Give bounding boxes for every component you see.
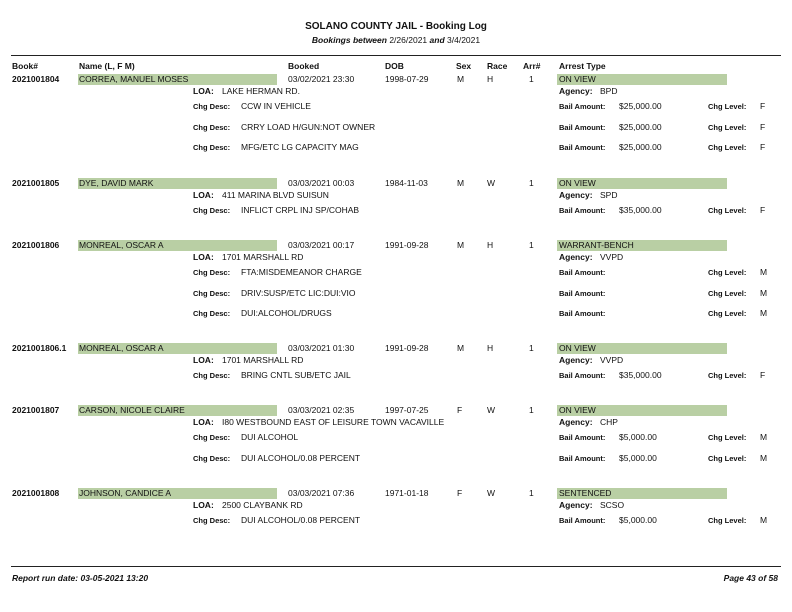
bail-amount: $35,000.00 — [619, 370, 662, 380]
booking-number: 2021001805 — [12, 178, 60, 188]
charge-level-label: Chg Level: — [708, 143, 747, 152]
bail-amount: $5,000.00 — [619, 432, 657, 442]
col-booked: Booked — [288, 61, 320, 71]
race: W — [487, 488, 496, 498]
report-subtitle — [0, 35, 792, 45]
date-of-birth: 1997-07-25 — [385, 405, 429, 415]
sex: F — [457, 488, 463, 498]
charge-level: M — [760, 288, 768, 298]
bail-amount-label: Bail Amount: — [559, 371, 606, 380]
loa-label: LOA: — [193, 355, 214, 365]
charge-desc-label: Chg Desc: — [193, 206, 231, 215]
agency-label: Agency: — [559, 190, 593, 200]
inmate-name: DYE, DAVID MARK — [78, 178, 277, 189]
bail-amount-label: Bail Amount: — [559, 102, 606, 111]
col-book: Book# — [12, 61, 38, 71]
charge-level-label: Chg Level: — [708, 371, 747, 380]
charge-level: M — [760, 432, 768, 442]
charge-desc-label: Chg Desc: — [193, 102, 231, 111]
subtitle-and: and — [429, 35, 445, 45]
arrest-number: 1 — [529, 488, 534, 498]
charge-level: M — [760, 267, 768, 277]
inmate-name: MONREAL, OSCAR A — [78, 343, 277, 354]
charge-level: F — [760, 122, 766, 132]
loa-label: LOA: — [193, 417, 214, 427]
charge-level-label: Chg Level: — [708, 309, 747, 318]
charge-description: FTA:MISDEMEANOR CHARGE — [241, 267, 362, 277]
sex: M — [457, 74, 465, 84]
race: H — [487, 74, 494, 84]
col-sex: Sex — [456, 61, 472, 71]
charge-desc-label: Chg Desc: — [193, 371, 231, 380]
location-of-arrest: 1701 MARSHALL RD — [222, 252, 304, 262]
sex: M — [457, 178, 465, 188]
col-name: Name (L, F M) — [79, 61, 135, 71]
sex: F — [457, 405, 463, 415]
arrest-number: 1 — [529, 240, 534, 250]
inmate-name: MONREAL, OSCAR A — [78, 240, 277, 251]
loa-label: LOA: — [193, 252, 214, 262]
race: H — [487, 240, 494, 250]
sex: M — [457, 240, 465, 250]
loa-label: LOA: — [193, 190, 214, 200]
bail-amount-label: Bail Amount: — [559, 268, 606, 277]
charge-level-label: Chg Level: — [708, 433, 747, 442]
bail-amount-label: Bail Amount: — [559, 143, 606, 152]
charge-level: F — [760, 142, 766, 152]
bail-amount: $35,000.00 — [619, 205, 662, 215]
charge-description: DRIV:SUSP/ETC LIC:DUI:VIO — [241, 288, 356, 298]
charge-desc-label: Chg Desc: — [193, 268, 231, 277]
date-of-birth: 1991-09-28 — [385, 343, 429, 353]
charge-level-label: Chg Level: — [708, 516, 747, 525]
race: H — [487, 343, 494, 353]
inmate-name: CARSON, NICOLE CLAIRE — [78, 405, 277, 416]
report-title: SOLANO COUNTY JAIL - Booking Log — [305, 21, 487, 32]
arrest-type: ON VIEW — [557, 178, 727, 189]
charge-level-label: Chg Level: — [708, 454, 747, 463]
charge-level: M — [760, 308, 768, 318]
charge-desc-label: Chg Desc: — [193, 454, 231, 463]
footer-rule — [11, 566, 781, 567]
arrest-type: WARRANT-BENCH — [557, 240, 727, 251]
charge-level: F — [760, 101, 766, 111]
loa-label: LOA: — [193, 500, 214, 510]
booked-datetime: 03/03/2021 02:35 — [288, 405, 355, 415]
bail-amount: $25,000.00 — [619, 122, 662, 132]
location-of-arrest: 1701 MARSHALL RD — [222, 355, 304, 365]
page-number: Page 43 of 58 — [723, 573, 778, 583]
booking-number: 2021001804 — [12, 74, 60, 84]
date-of-birth: 1991-09-28 — [385, 240, 429, 250]
booked-datetime: 03/02/2021 23:30 — [288, 74, 355, 84]
col-dob: DOB — [385, 61, 404, 71]
arrest-type: ON VIEW — [557, 343, 727, 354]
bail-amount-label: Bail Amount: — [559, 206, 606, 215]
location-of-arrest: LAKE HERMAN RD. — [222, 86, 300, 96]
agency-label: Agency: — [559, 355, 593, 365]
bail-amount-label: Bail Amount: — [559, 433, 606, 442]
arresting-agency: SPD — [600, 190, 618, 200]
arrest-type: SENTENCED — [557, 488, 727, 499]
charge-desc-label: Chg Desc: — [193, 516, 231, 525]
bail-amount-label: Bail Amount: — [559, 454, 606, 463]
col-arr: Arr# — [523, 61, 541, 71]
bail-amount: $5,000.00 — [619, 515, 657, 525]
col-arrest-type: Arrest Type — [559, 61, 606, 71]
charge-level-label: Chg Level: — [708, 102, 747, 111]
charge-description: DUI ALCOHOL/0.08 PERCENT — [241, 515, 361, 525]
arresting-agency: VVPD — [600, 252, 624, 262]
bail-amount: $25,000.00 — [619, 142, 662, 152]
arrest-type: ON VIEW — [557, 74, 727, 85]
arresting-agency: SCSO — [600, 500, 625, 510]
date-of-birth: 1971-01-18 — [385, 488, 429, 498]
bail-amount: $25,000.00 — [619, 101, 662, 111]
arrest-type: ON VIEW — [557, 405, 727, 416]
charge-level: F — [760, 205, 766, 215]
booked-datetime: 03/03/2021 01:30 — [288, 343, 355, 353]
charge-description: DUI:ALCOHOL/DRUGS — [241, 308, 332, 318]
agency-label: Agency: — [559, 86, 593, 96]
date-from: 2/26/2021 — [389, 35, 428, 45]
col-race: Race — [487, 61, 508, 71]
arrest-number: 1 — [529, 343, 534, 353]
charge-desc-label: Chg Desc: — [193, 433, 231, 442]
bail-amount-label: Bail Amount: — [559, 309, 606, 318]
bail-amount-label: Bail Amount: — [559, 123, 606, 132]
date-to: 3/4/2021 — [447, 35, 481, 45]
booked-datetime: 03/03/2021 00:03 — [288, 178, 355, 188]
charge-level-label: Chg Level: — [708, 268, 747, 277]
booking-number: 2021001806 — [12, 240, 60, 250]
arrest-number: 1 — [529, 178, 534, 188]
agency-label: Agency: — [559, 252, 593, 262]
charge-description: BRING CNTL SUB/ETC JAIL — [241, 370, 351, 380]
charge-desc-label: Chg Desc: — [193, 143, 231, 152]
report-run-date: Report run date: 03-05-2021 13:20 — [12, 573, 149, 583]
header-top-rule — [11, 55, 781, 56]
charge-desc-label: Chg Desc: — [193, 123, 231, 132]
sex: M — [457, 343, 465, 353]
date-of-birth: 1998-07-29 — [385, 74, 429, 84]
inmate-name: JOHNSON, CANDICE A — [78, 488, 277, 499]
arresting-agency: VVPD — [600, 355, 624, 365]
charge-desc-label: Chg Desc: — [193, 309, 231, 318]
booking-number: 2021001807 — [12, 405, 60, 415]
charge-description: MFG/ETC LG CAPACITY MAG — [241, 142, 359, 152]
bail-amount-label: Bail Amount: — [559, 289, 606, 298]
booked-datetime: 03/03/2021 00:17 — [288, 240, 355, 250]
arresting-agency: CHP — [600, 417, 618, 427]
race: W — [487, 405, 496, 415]
charge-desc-label: Chg Desc: — [193, 289, 231, 298]
charge-level: M — [760, 515, 768, 525]
charge-level-label: Chg Level: — [708, 206, 747, 215]
booking-number: 2021001808 — [12, 488, 60, 498]
booked-datetime: 03/03/2021 07:36 — [288, 488, 355, 498]
agency-label: Agency: — [559, 500, 593, 510]
charge-description: INFLICT CRPL INJ SP/COHAB — [241, 205, 360, 215]
bail-amount-label: Bail Amount: — [559, 516, 606, 525]
arrest-number: 1 — [529, 74, 534, 84]
location-of-arrest: 411 MARINA BLVD SUISUN — [222, 190, 329, 200]
charge-description: DUI ALCOHOL/0.08 PERCENT — [241, 453, 361, 463]
location-of-arrest: I80 WESTBOUND EAST OF LEISURE TOWN VACAVILLE — [222, 417, 445, 427]
bail-amount: $5,000.00 — [619, 453, 657, 463]
charge-description: CCW IN VEHICLE — [241, 101, 311, 111]
arresting-agency: BPD — [600, 86, 618, 96]
loa-label: LOA: — [193, 86, 214, 96]
agency-label: Agency: — [559, 417, 593, 427]
charge-level-label: Chg Level: — [708, 289, 747, 298]
subtitle-prefix: Bookings between — [311, 35, 387, 45]
location-of-arrest: 2500 CLAYBANK RD — [222, 500, 303, 510]
booking-number: 2021001806.1 — [12, 343, 67, 353]
charge-level-label: Chg Level: — [708, 123, 747, 132]
charge-description: DUI ALCOHOL — [241, 432, 299, 442]
date-of-birth: 1984-11-03 — [385, 178, 428, 188]
charge-description: CRRY LOAD H/GUN:NOT OWNER — [241, 122, 376, 132]
charge-level: M — [760, 453, 768, 463]
arrest-number: 1 — [529, 405, 534, 415]
inmate-name: CORREA, MANUEL MOSES — [78, 74, 277, 85]
race: W — [487, 178, 496, 188]
charge-level: F — [760, 370, 766, 380]
